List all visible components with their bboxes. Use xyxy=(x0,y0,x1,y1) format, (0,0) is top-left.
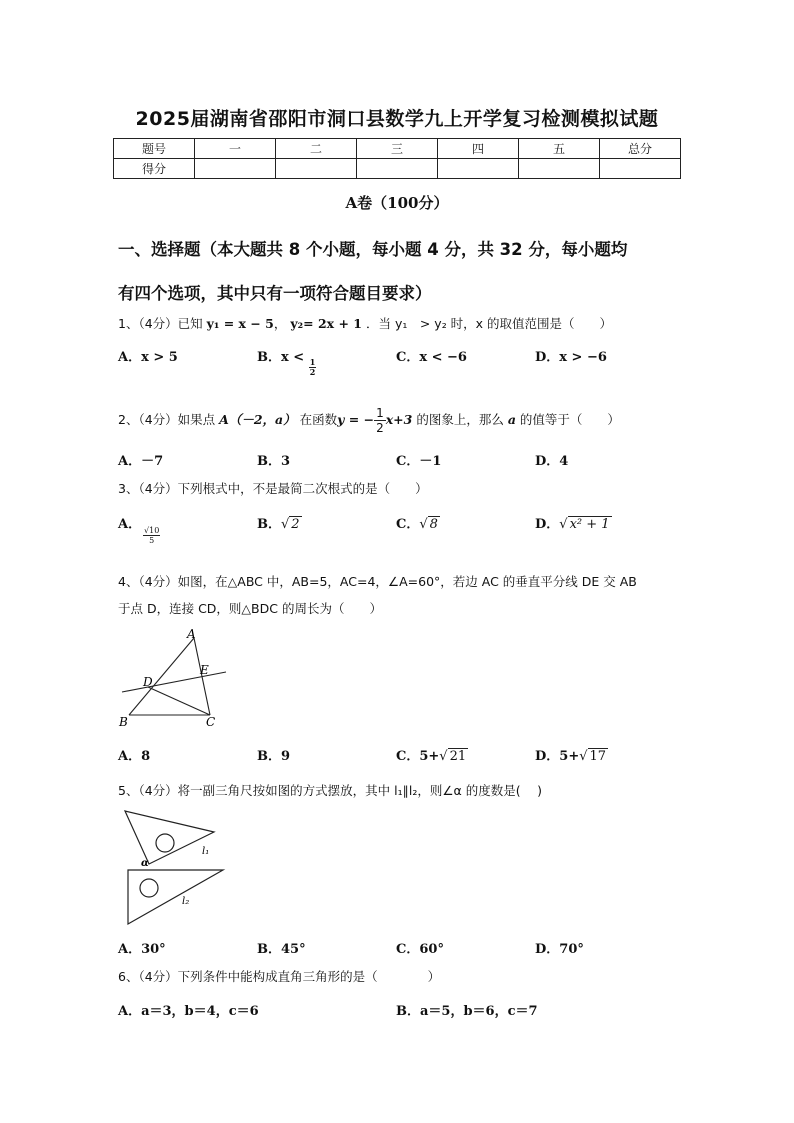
q2-func-lhs: y = − xyxy=(337,412,375,427)
part1-title-line1: 一、选择题（本大题共 8 个小题，每小题 4 分，共 32 分，每小题均 xyxy=(118,240,628,259)
q3-option-a-den: 5 xyxy=(149,536,155,545)
q4-label-d: D xyxy=(143,675,153,689)
q5-set-squares-figure xyxy=(115,806,230,928)
q4-option-b[interactable]: B．9 xyxy=(257,749,291,764)
score-cell xyxy=(357,159,438,179)
q2-option-b[interactable]: B．3 xyxy=(257,454,291,469)
q3-option-c-sqrt: √ 8 xyxy=(419,517,438,532)
score-cell xyxy=(276,159,357,179)
q4-label-c: C xyxy=(206,715,216,729)
q1-prefix: 1、（4分）已知 xyxy=(118,316,203,331)
score-header-cell: 题号 xyxy=(114,139,195,159)
q4-line2: 于点 D，连接 CD，则△BDC 的周长为（ ） xyxy=(118,601,382,616)
q1-y1: y₁ = x − 5 xyxy=(206,316,274,331)
q3-option-b[interactable] xyxy=(257,513,302,532)
q1-stem xyxy=(118,315,612,332)
score-header-cell: 总分 xyxy=(600,139,681,159)
q5-lower-hole xyxy=(140,879,158,897)
q4-label-e: E xyxy=(200,663,209,677)
q2-option-a[interactable]: A．－7 xyxy=(118,454,164,469)
q4-option-a[interactable]: A．8 xyxy=(118,749,151,764)
q1-y2: y₂= 2x + 1 xyxy=(290,316,362,331)
q2-end: 的值等于（ ） xyxy=(519,412,620,427)
q6-option-b[interactable]: B．a＝5，b＝6，c＝7 xyxy=(396,1004,538,1019)
score-header-cell: 三 xyxy=(357,139,438,159)
q1-option-b-den: 2 xyxy=(309,367,316,377)
score-table-header-row xyxy=(114,139,681,159)
q4-label-b: B xyxy=(119,715,128,729)
q4-triangle-figure xyxy=(115,626,233,732)
section-a-heading: A卷（100分） xyxy=(345,194,449,212)
q2-fraction xyxy=(374,406,386,435)
q6-stem: 6、（4分）下列条件中能构成直角三角形的是（ ） xyxy=(118,969,441,984)
score-cell xyxy=(519,159,600,179)
q2-func-rhs: x+3 xyxy=(385,412,413,427)
score-row-label: 得分 xyxy=(114,159,195,179)
score-table-score-row xyxy=(114,159,681,179)
score-header-cell: 四 xyxy=(438,139,519,159)
q3-option-a-num: √10 xyxy=(144,526,160,535)
q2-a: a xyxy=(507,412,516,427)
q6-option-a[interactable]: A．a＝3，b＝4，c＝6 xyxy=(118,1004,259,1019)
q4-label-a: A xyxy=(187,627,196,641)
q1-option-b-label: B．x < xyxy=(257,350,305,365)
q2-option-c[interactable]: C．－1 xyxy=(396,454,442,469)
q1-sep: ， xyxy=(273,316,287,331)
q3-option-c-rad: 8 xyxy=(429,517,438,532)
q3-option-d-label: D． xyxy=(535,517,560,532)
q4-stem xyxy=(118,573,688,617)
q5-lower-triangle xyxy=(128,870,223,924)
q5-option-a[interactable]: A．30° xyxy=(118,942,166,957)
q4-option-c-label: C．5+ xyxy=(396,749,440,764)
q4-option-d-rad: 17 xyxy=(589,749,607,764)
q2-mid: 在函数 xyxy=(299,412,338,427)
part1-title-line2: 有四个选项，其中只有一项符合题目要求） xyxy=(118,284,432,303)
q1-option-b[interactable] xyxy=(257,346,316,377)
q2-option-d[interactable]: D．4 xyxy=(535,454,569,469)
q5-option-c[interactable]: C．60° xyxy=(396,942,444,957)
q5-upper-triangle xyxy=(125,811,214,864)
score-header-cell: 一 xyxy=(195,139,276,159)
q1-option-b-num: 1 xyxy=(309,357,316,367)
q3-option-c[interactable] xyxy=(396,513,440,532)
q5-label-l1: l₁ xyxy=(202,846,210,857)
q5-label-alpha: α xyxy=(141,858,149,869)
q3-option-a-label: A． xyxy=(118,517,142,532)
exam-title: 2025届湖南省邵阳市洞口县数学九上开学复习检测模拟试题 xyxy=(135,108,659,130)
score-cell xyxy=(600,159,681,179)
score-header-cell: 五 xyxy=(519,139,600,159)
q4-option-d-label: D．5+ xyxy=(535,749,580,764)
q3-option-a[interactable] xyxy=(118,513,141,532)
q4-option-c-rad: 21 xyxy=(449,749,467,764)
q2-suffix: 的图象上，那么 xyxy=(416,412,504,427)
q4-segment-cd xyxy=(148,687,210,715)
q4-option-c[interactable] xyxy=(396,745,468,764)
q4-option-c-sqrt: √ 21 xyxy=(439,749,467,764)
score-table xyxy=(113,138,681,179)
q1-option-b-fraction xyxy=(309,358,317,377)
q2-frac-den: 2 xyxy=(376,421,384,435)
q3-option-b-label: B． xyxy=(257,517,281,532)
q3-option-d-sqrt: √ x² + 1 xyxy=(559,517,610,532)
q1-option-c[interactable]: C．x < −6 xyxy=(396,350,467,365)
q4-option-d[interactable] xyxy=(535,745,608,764)
q1-option-a[interactable]: A．x > 5 xyxy=(118,350,178,365)
q3-option-a-frac xyxy=(143,526,160,545)
q5-option-b[interactable]: B．45° xyxy=(257,942,306,957)
q3-option-b-sqrt: √ 2 xyxy=(281,517,300,532)
q3-option-d-rad: x² + 1 xyxy=(569,517,610,532)
q2-prefix: 2、（4分）如果点 xyxy=(118,412,216,427)
q1-option-d[interactable]: D．x > −6 xyxy=(535,350,607,365)
q4-option-d-sqrt: √ 17 xyxy=(579,749,607,764)
q2-stem xyxy=(118,403,620,437)
q3-option-a-fraction xyxy=(143,525,160,545)
q2-point: A（－2，a） xyxy=(219,412,296,427)
q1-mid: ．当 y₁ > y₂ 时，x 的取值范围是（ ） xyxy=(365,316,613,331)
q4-bisector-de xyxy=(122,672,226,692)
q2-frac-num: 1 xyxy=(376,406,384,420)
q5-label-l2: l₂ xyxy=(182,896,190,907)
q3-option-d[interactable] xyxy=(535,513,612,532)
q5-stem: 5、（4分）将一副三角尺按如图的方式摆放，其中 l₁∥l₂，则∠α 的度数是( ) xyxy=(118,783,542,798)
score-header-cell: 二 xyxy=(276,139,357,159)
q3-stem: 3、（4分）下列根式中，不是最简二次根式的是（ ） xyxy=(118,481,428,496)
part1-title xyxy=(118,228,688,316)
q4-line1: 4、（4分）如图，在△ABC 中，AB=5，AC=4，∠A=60°，若边 AC 的垂直平分线 DE 交 AB xyxy=(118,574,637,589)
q5-option-d[interactable]: D．70° xyxy=(535,942,584,957)
score-cell xyxy=(195,159,276,179)
score-cell xyxy=(438,159,519,179)
q5-upper-hole xyxy=(156,834,174,852)
q3-option-b-rad: 2 xyxy=(291,517,300,532)
q3-option-c-label: C． xyxy=(396,517,420,532)
